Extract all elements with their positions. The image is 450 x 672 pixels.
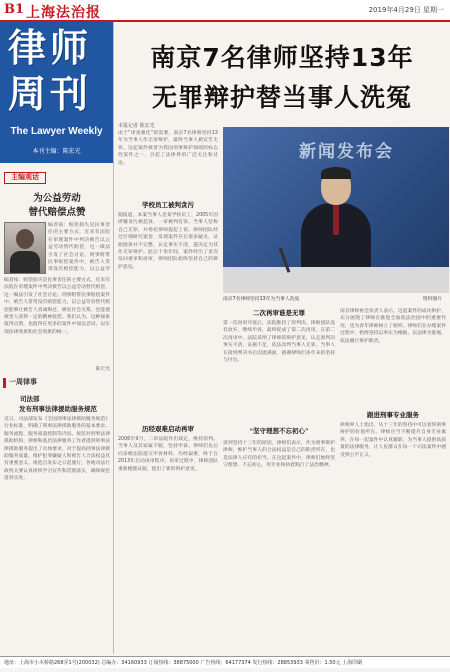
editor-portrait-image (4, 222, 46, 274)
article-col1: 据报道，本案当事人是某学校员工，2005年因涉嫌贪污被起诉，一审被判有罪。当事人坚称自己无罪，并委托律师提起上诉。律师团队经过仔细研究案卷，发现案件存在诸多疑点，证据链条并不完整，认定事实不清，遂决定为其作无罪辩护。此后十余年间，案件经历了多次发回重审和再审，律师团队始终坚持自己的辩护意见。 (118, 213, 218, 270)
weekly-section-label: 一周律事 (3, 378, 65, 388)
host-column-title: 为公益劳动 (33, 193, 81, 204)
press-conference-photo (223, 127, 449, 293)
weekly-item-tag: 司法部 (20, 396, 40, 403)
page-number: B1 (4, 2, 25, 17)
article-reporter: 本报记者 陈宏光 (118, 123, 155, 129)
subhead-4: 跟进刑事专业服务 (367, 412, 419, 419)
headline-line2: 无罪辩护替当事人洗冤 (151, 83, 412, 112)
masthead-title-line1: 律师 (8, 26, 93, 70)
article-col4: 谈到坚持十三年的原因，律师们表示，作为刑事辩护律师，维护当事人的合法权益是自己的职责所在，也是法律人应有的担当。在这起案件中，律师们始终坚守理想、不忘初心，用专业和执着践行了法治精神。 (223, 441, 335, 469)
subhead-1: 学校员工被判贪污 (142, 202, 194, 209)
photo-caption: 南京7名律师坚持13年为当事人洗冤 (223, 297, 300, 302)
article-col6: 律师界人士指出，从十三年的坚持中可以看到刑事辩护的价值所在。律师应当不断提升自身专业素养，在每一起案件中认真履职，为当事人提供高质量的法律服务，让人民群众在每一个司法案件中感受到公平正义。 (340, 423, 446, 458)
masthead-english: The Lawyer Weekly (10, 126, 103, 137)
host-column-tag: 主编观话 (4, 172, 46, 184)
host-column-signature: 陈宏光 (95, 367, 110, 372)
host-column-intro: 编者按：赔偿损失是民事责任的主要方式，近来有法院在审理案件中判决被告以公益劳动替代赔偿，这一做法引发了社会讨论。刑事附带民事赔偿案件中，被告人常常没有赔偿能力，以公益劳 (48, 223, 110, 273)
main-article (114, 22, 450, 654)
weekly-item-title: 发布刑事法律援助服务规范 (19, 406, 97, 413)
masthead-title-line2: 周刊 (8, 72, 93, 116)
newspaper-name: 上海法治报 (26, 5, 101, 21)
page-footer: 地址：上海市小木桥路268弄1号(200032) 总编办：34160933 订阅热线：38875000 广告热线：64177374 发行热线：28853933 零售价：1.50元 上海印刷 (0, 656, 450, 668)
article-col2: 2006年9月，二审法院作出裁定，维持原判。当事人及其家属不服，坚持申诉。律师们先后向多级法院提交申诉材料，历经艰难，终于在2013年启动再审程序。再审过程中，律师团队重新梳理证据，提出了新的辩护意见。 (118, 437, 218, 472)
issue-date: 2019年4月29日 星期一 (368, 6, 444, 14)
headline-line1: 南京7名律师坚持13年 (150, 43, 414, 72)
article-col3: 第一次再审开庭后，法院维持了原判决。律师团队没有放弃，继续申诉，最终促成了第二次再审。在第二次再审中，法院采纳了律师的辩护意见，认定原判决事实不清、证据不足，依法改判当事人无罪。当事人在接到判决书后泪流满面，感谢律师们多年来的坚持与付出。 (223, 321, 335, 364)
subhead-3: 二次再审谁是无罪 (253, 310, 305, 317)
photo-screen-text: 新闻发布会 (299, 142, 394, 161)
article-lead: 由于“审查强化”的需要，南京7名律师坚持13年为当事人作无罪辩护，最终当事人被宣告无罪。这起案件被誉为我国刑事辩护领域的标志性案件之一，引起了法律界的广泛关注和讨论。 (118, 131, 218, 166)
subhead-2: 历经艰难启动再审 (142, 426, 194, 433)
page-header (0, 0, 450, 22)
photo-credit: 资料图片 (422, 297, 442, 302)
subhead-quote: “坚守理想不忘初心” (249, 428, 309, 435)
masthead (0, 22, 113, 163)
left-sidebar (0, 22, 113, 654)
article-col5: 南京律师协会负责人表示，这起案件的成功辩护，充分展现了律师在推进全面依法治国中的重要作用，也为青年律师树立了榜样。律师们在办理案件过程中，始终坚持以事实为根据、以法律为准绳，依法履行辩护职责。 (340, 309, 446, 344)
host-column-subtitle: 替代赔偿点赞 (28, 207, 86, 218)
host-column-body: 编者按：赔偿损失是民事责任的主要方式，近来有法院在审理案件中判决被告以公益劳动替代赔偿，这一做法引发了社会讨论。刑事附带民事赔偿案件中，被告人常常没有赔偿能力，以公益劳动替代赔偿能够让被告人真诚悔过、修复社会关系，也能使被害人获得一定的精神抚慰。我们认为，这种探索值得点赞，也值得在更多的案件中加以尝试，以实现法律效果和社会效果的统一。 (4, 278, 110, 335)
weekly-item-body: 近日，司法部发布《全国刑事法律援助服务规范》行业标准，明确了刑事法律援助服务的基本要求、服务流程、服务质量控制等内容。规范对刑事法律援助机构、律师和基层法律服务工作者提供刑事法律援助服务提出了具体要求，对于提高刑事法律援助服务质量、维护犯罪嫌疑人和被告人合法权益具有重要意义。规范自发布之日起施行，各地司法行政机关要认真组织学习宣传和贯彻落实，确保规范落到实处。 (4, 417, 110, 482)
masthead-editor: 本刊主编：陈宏光 (32, 148, 81, 155)
